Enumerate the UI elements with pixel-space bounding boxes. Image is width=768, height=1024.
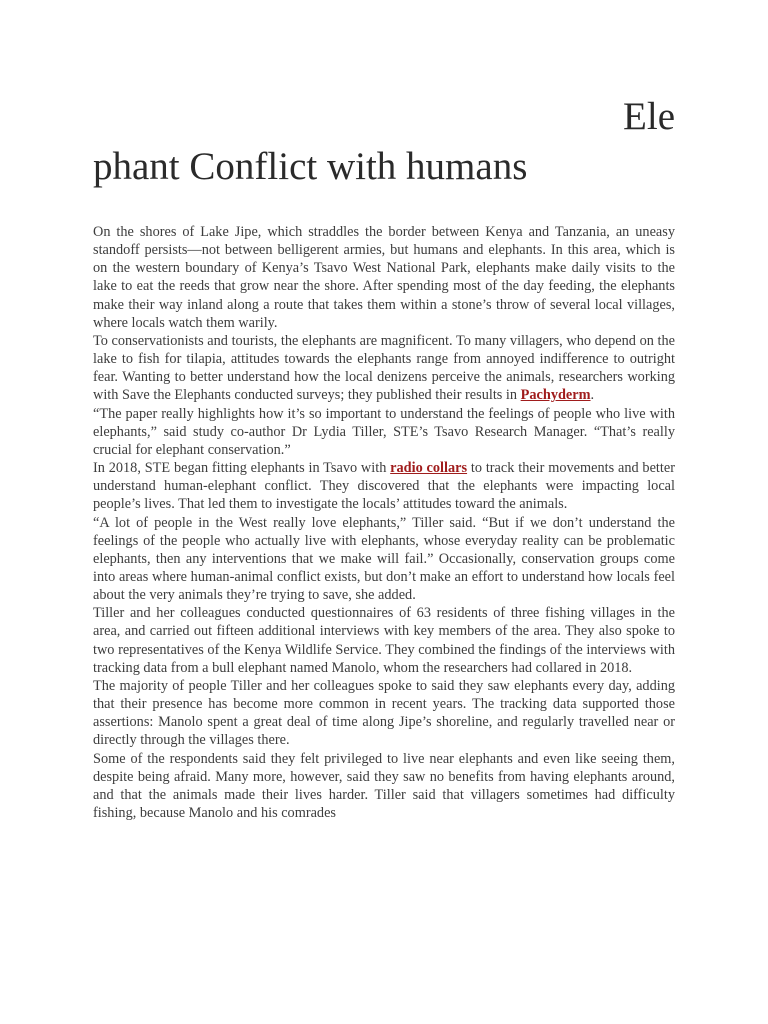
paragraph-4 xyxy=(93,459,675,513)
paragraph-8: Some of the respondents said they felt privileged to live near elephants and even like seeing them, despite being afraid. Many more, however, said they saw no benefits from having elephants around, and that the animals made their lives harder. Tiller said that villagers sometimes had difficulty fishing, because Manolo and his comrades xyxy=(93,750,675,821)
paragraph-1: On the shores of Lake Jipe, which straddles the border between Kenya and Tanzania, an uneasy standoff persists—not between belligerent armies, but humans and elephants. In this area, which is on the western boundary of Kenya’s Tsavo West National Park, elephants make daily visits to the lake to eat the reeds that grow near the shore. After spending most of the day feeding, the elephants make their way inland along a route that takes them within a stone’s throw of several local villages, where locals watch them warily. xyxy=(93,224,675,331)
radio-collars-link[interactable]: radio collars xyxy=(390,460,468,477)
paragraph-2-before: To conservationists and tourists, the elephants are magnificent. To many villagers, who depend on the lake to fish for tilapia, attitudes towards the elephants range from annoyed indifference to outright fear. Wanting to better understand how the local denizens perceive the animals, researchers working with Save the Elephants conducted surveys; they published their results in xyxy=(93,332,675,404)
paragraph-6: Tiller and her colleagues conducted questionnaires of 63 residents of three fishing villages in the area, and carried out fifteen additional interviews with key members of the area. They also spoke to two representatives of the Kenya Wildlife Service. They combined the findings of the interviews with tracking data from a bull elephant named Manolo, whom the researchers had collared in 2018. xyxy=(93,605,675,676)
paragraph-3: “The paper really highlights how it’s so important to understand the feelings of people who live with elephants,” said study co-author Dr Lydia Tiller, STE’s Tsavo Research Manager. “That’s really crucial for elephant conservation.” xyxy=(93,405,675,458)
paragraph-4-after: to track their movements and better understand human-elephant conflict. They discovered that the elephants were impacting local people’s lives. That led them to investigate the locals’ attitudes toward the animals. xyxy=(93,460,675,513)
title-line-1: Ele xyxy=(623,95,675,138)
pachyderm-link[interactable]: Pachyderm xyxy=(520,387,591,404)
paragraph-5: “A lot of people in the West really love elephants,” Tiller said. “But if we don’t understand the feelings of the people who actually live with elephants, whose everyday reality can be problematic elephants, then any interventions that we make will fail.” Occasionally, conservation groups come into areas where human-animal conflict exists, but don’t make an effort to understand how locals feel about the very animals they’re trying to save, she added. xyxy=(93,514,675,604)
article-body xyxy=(93,223,675,822)
document-page xyxy=(93,0,675,821)
paragraph-2-after: . xyxy=(590,387,595,404)
title-line-2: phant Conflict with humans xyxy=(93,145,528,188)
paragraph-2 xyxy=(93,332,675,405)
paragraph-4-before: In 2018, STE began fitting elephants in Tsavo with xyxy=(93,460,391,477)
paragraph-7: The majority of people Tiller and her colleagues spoke to said they saw elephants every day, adding that their presence has become more common in recent years. The tracking data supported those assertions: Manolo spent a great deal of time along Jipe’s shoreline, and regularly travelled near or directly through the villages there. xyxy=(93,677,675,749)
document-title xyxy=(93,0,675,192)
